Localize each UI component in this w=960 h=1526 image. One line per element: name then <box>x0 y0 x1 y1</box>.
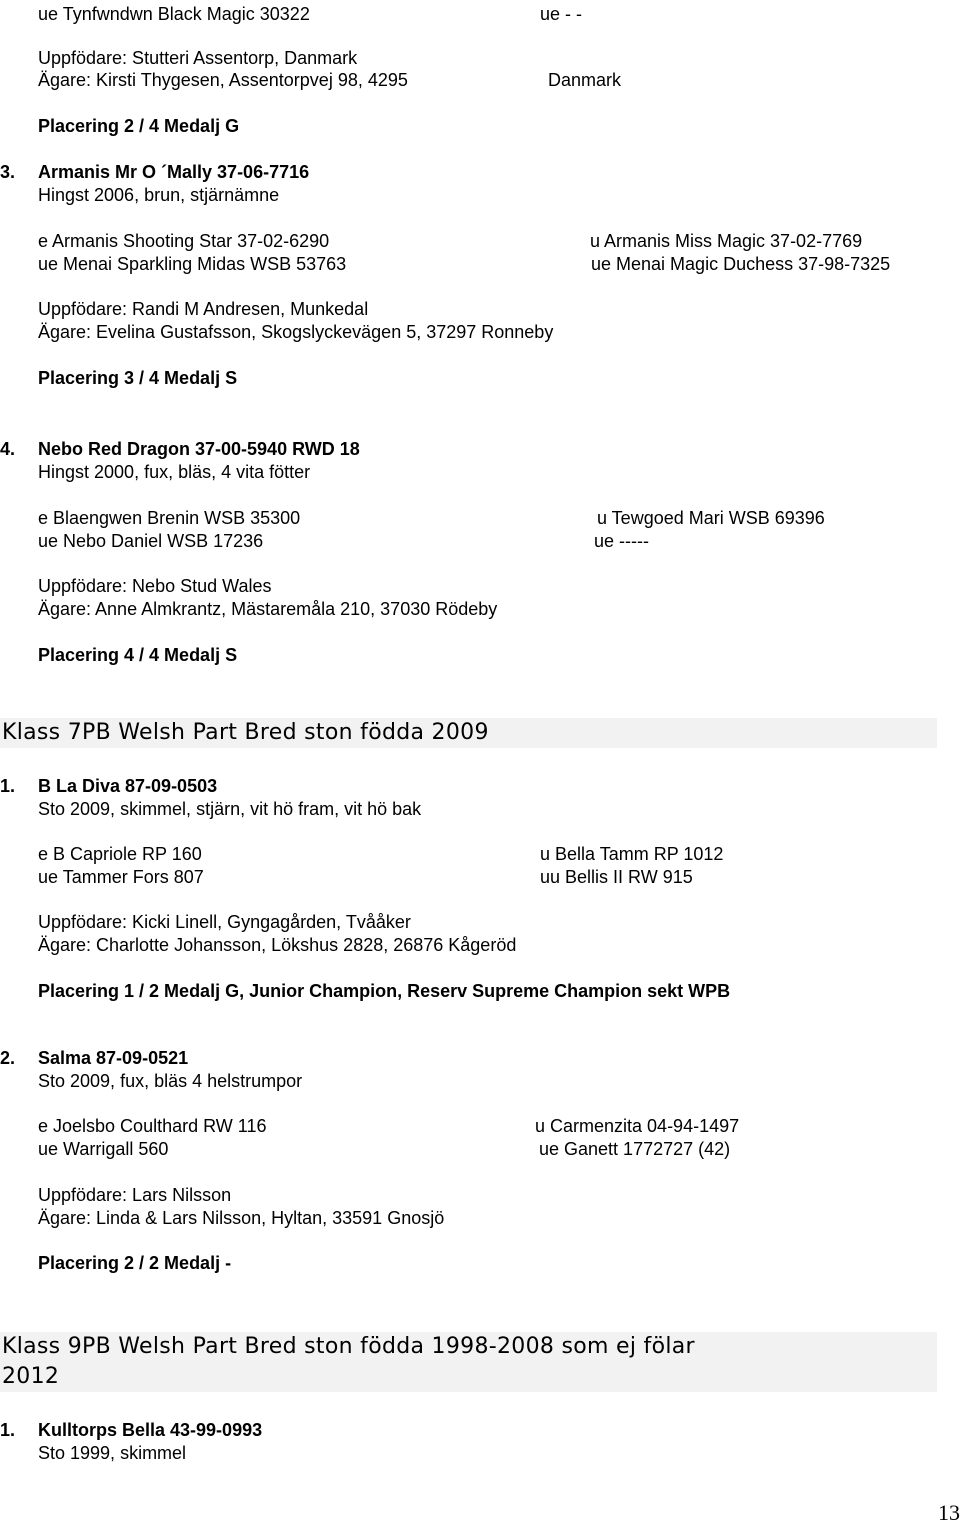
pedigree-dam-dam: ue Menai Magic Duchess 37-98-7325 <box>591 254 891 274</box>
pedigree-sire: e Blaengwen Brenin WSB 35300 <box>38 508 301 528</box>
horse-description: Sto 2009, fux, bläs 4 helstrumpor <box>38 1071 303 1091</box>
horse-name: Salma 87-09-0521 <box>38 1048 189 1068</box>
placement: Placering 2 / 4 Medalj G <box>38 116 240 136</box>
owner: Ägare: Kirsti Thygesen, Assentorpvej 98, 4295 <box>38 70 408 90</box>
entry-number: 3. <box>0 162 16 182</box>
placement: Placering 4 / 4 Medalj S <box>38 645 238 665</box>
pedigree-dam-dam: uu Bellis II RW 915 <box>540 867 693 887</box>
placement: Placering 1 / 2 Medalj G, Junior Champion, Reserv Supreme Champion sekt WPB <box>38 981 731 1001</box>
class-title-line-2: 2012 <box>2 1364 60 1389</box>
pedigree-sire: e Joelsbo Coulthard RW 116 <box>38 1116 267 1136</box>
pedigree-dam-dam: ue Ganett 1772727 (42) <box>539 1139 731 1159</box>
owner: Ägare: Evelina Gustafsson, Skogslyckevägen 5, 37297 Ronneby <box>38 322 554 342</box>
pedigree-dam: u Carmenzita 04-94-1497 <box>535 1116 740 1136</box>
breeder: Uppfödare: Lars Nilsson <box>38 1185 232 1205</box>
horse-description: Sto 1999, skimmel <box>38 1443 187 1463</box>
pedigree-dam: u Bella Tamm RP 1012 <box>540 844 724 864</box>
owner: Ägare: Linda & Lars Nilsson, Hyltan, 33591 Gnosjö <box>38 1208 445 1228</box>
entry-number: 1. <box>0 1420 16 1440</box>
placement: Placering 3 / 4 Medalj S <box>38 368 238 388</box>
pedigree-sire: e Armanis Shooting Star 37-02-6290 <box>38 231 330 251</box>
horse-name: Kulltorps Bella 43-99-0993 <box>38 1420 263 1440</box>
entry-number: 4. <box>0 439 16 459</box>
horse-description: Hingst 2006, brun, stjärnämne <box>38 185 280 205</box>
placement: Placering 2 / 2 Medalj - <box>38 1253 232 1273</box>
pedigree-sire-dam: ue Nebo Daniel WSB 17236 <box>38 531 264 551</box>
owner: Ägare: Charlotte Johansson, Lökshus 2828, 26876 Kågeröd <box>38 935 517 955</box>
page-number: 13 <box>938 1500 960 1525</box>
pedigree-dam: u Armanis Miss Magic 37-02-7769 <box>590 231 863 251</box>
horse-description: Hingst 2000, fux, bläs, 4 vita fötter <box>38 462 311 482</box>
class-header <box>0 718 937 748</box>
pedigree-dam-dam: ue ----- <box>594 531 649 551</box>
owner-country: Danmark <box>548 70 622 90</box>
horse-name: B La Diva 87-09-0503 <box>38 776 218 796</box>
pedigree-dam: u Tewgoed Mari WSB 69396 <box>597 508 825 528</box>
pedigree-dam-dam: ue Tynfwndwn Black Magic 30322 <box>38 4 310 24</box>
breeder: Uppfödare: Kicki Linell, Gyngagården, Tvååker <box>38 912 411 932</box>
pedigree-sire-dam: ue Menai Sparkling Midas WSB 53763 <box>38 254 347 274</box>
class-title-line-1: Klass 9PB Welsh Part Bred ston födda 1998-2008 som ej fölar <box>2 1334 695 1359</box>
entry-number: 2. <box>0 1048 16 1068</box>
horse-description: Sto 2009, skimmel, stjärn, vit hö fram, vit hö bak <box>38 799 422 819</box>
class-title: Klass 7PB Welsh Part Bred ston födda 2009 <box>2 720 489 745</box>
pedigree-sire-dam: ue Tammer Fors 807 <box>38 867 204 887</box>
horse-name: Nebo Red Dragon 37-00-5940 RWD 18 <box>38 439 360 459</box>
class-header <box>0 1332 937 1392</box>
owner: Ägare: Anne Almkrantz, Mästaremåla 210, 37030 Rödeby <box>38 599 498 619</box>
entry-number: 1. <box>0 776 16 796</box>
pedigree-sire-dam: ue Warrigall 560 <box>38 1139 169 1159</box>
breeder: Uppfödare: Nebo Stud Wales <box>38 576 272 596</box>
pedigree-sire: e B Capriole RP 160 <box>38 844 202 864</box>
horse-name: Armanis Mr O ´Mally 37-06-7716 <box>38 162 310 182</box>
pedigree-dam-dam-right: ue - - <box>540 4 583 24</box>
breeder: Uppfödare: Randi M Andresen, Munkedal <box>38 299 369 319</box>
breeder: Uppfödare: Stutteri Assentorp, Danmark <box>38 48 358 68</box>
